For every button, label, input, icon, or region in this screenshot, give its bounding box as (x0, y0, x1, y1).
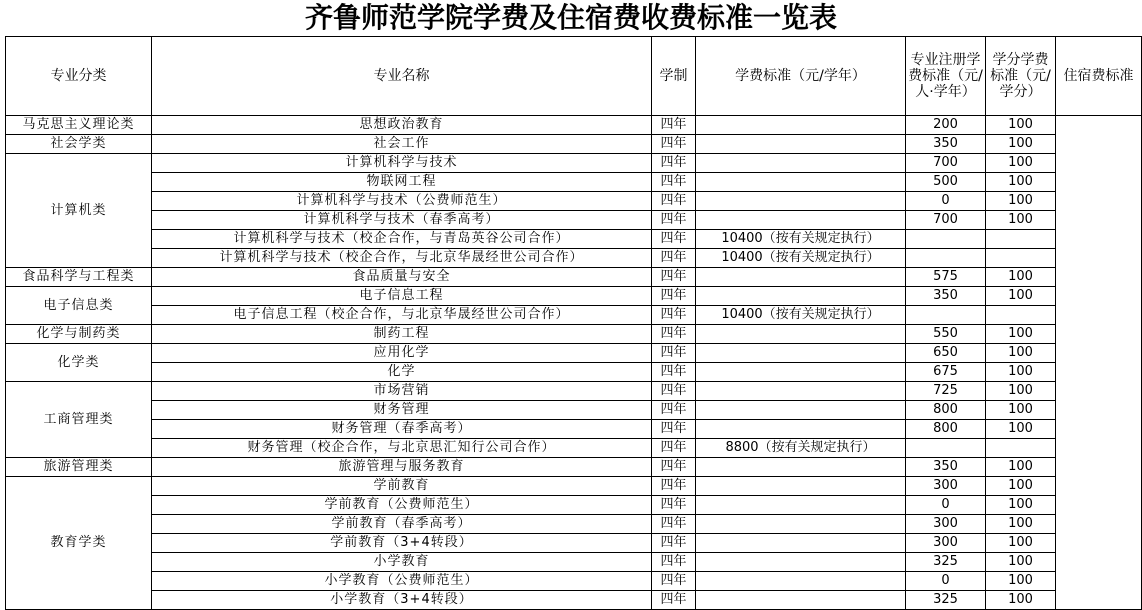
credit-fee-cell: 100 (986, 496, 1056, 515)
major-cell: 计算机科学与技术 (152, 154, 652, 173)
major-cell: 化学 (152, 363, 652, 382)
table-row (6, 173, 1142, 192)
credit-fee-cell (986, 249, 1056, 268)
duration-cell: 四年 (652, 382, 696, 401)
category-cell: 马克思主义理论类 (6, 116, 152, 135)
credit-fee-cell: 100 (986, 401, 1056, 420)
duration-cell: 四年 (652, 534, 696, 553)
duration-cell: 四年 (652, 306, 696, 325)
registration-fee-cell (906, 249, 986, 268)
credit-fee-cell: 100 (986, 211, 1056, 230)
header-dorm: 住宿费标准 (1056, 37, 1142, 116)
table-row (6, 249, 1142, 268)
tuition-cell (696, 135, 906, 154)
registration-fee-cell: 700 (906, 154, 986, 173)
major-cell: 财务管理 (152, 401, 652, 420)
major-cell: 思想政治教育 (152, 116, 652, 135)
major-cell: 计算机科学与技术（校企合作，与青岛英谷公司合作） (152, 230, 652, 249)
credit-fee-cell: 100 (986, 515, 1056, 534)
registration-fee-cell: 0 (906, 496, 986, 515)
tuition-cell (696, 420, 906, 439)
major-cell: 社会工作 (152, 135, 652, 154)
header-credit: 学分学费标准（元/学分） (986, 37, 1056, 116)
tuition-cell: 10400（按有关规定执行） (696, 230, 906, 249)
tuition-cell (696, 363, 906, 382)
category-cell: 电子信息类 (6, 287, 152, 325)
duration-cell: 四年 (652, 553, 696, 572)
credit-fee-cell: 100 (986, 363, 1056, 382)
tuition-cell: 10400（按有关规定执行） (696, 306, 906, 325)
duration-cell: 四年 (652, 344, 696, 363)
tuition-cell (696, 268, 906, 287)
major-cell: 旅游管理与服务教育 (152, 458, 652, 477)
table-row (6, 401, 1142, 420)
tuition-cell (696, 477, 906, 496)
table-row (6, 458, 1142, 477)
registration-fee-cell: 200 (906, 116, 986, 135)
credit-fee-cell: 100 (986, 477, 1056, 496)
duration-cell: 四年 (652, 572, 696, 591)
category-cell: 化学与制药类 (6, 325, 152, 344)
credit-fee-cell: 100 (986, 572, 1056, 591)
table-row (6, 344, 1142, 363)
tuition-cell (696, 496, 906, 515)
major-cell: 电子信息工程（校企合作，与北京华晟经世公司合作） (152, 306, 652, 325)
major-cell: 计算机科学与技术（公费师范生） (152, 192, 652, 211)
category-cell: 教育学类 (6, 477, 152, 610)
credit-fee-cell: 100 (986, 382, 1056, 401)
registration-fee-cell: 300 (906, 534, 986, 553)
major-cell: 物联网工程 (152, 173, 652, 192)
credit-fee-cell: 100 (986, 344, 1056, 363)
table-row (6, 135, 1142, 154)
header-tuition: 学费标准（元/学年） (696, 37, 906, 116)
tuition-cell (696, 401, 906, 420)
header-registration: 专业注册学费标准（元/人·学年） (906, 37, 986, 116)
table-row (6, 363, 1142, 382)
table-row (6, 515, 1142, 534)
major-cell: 计算机科学与技术（春季高考） (152, 211, 652, 230)
table-row (6, 325, 1142, 344)
tuition-cell (696, 572, 906, 591)
tuition-cell (696, 192, 906, 211)
registration-fee-cell (906, 439, 986, 458)
tuition-cell (696, 325, 906, 344)
credit-fee-cell: 100 (986, 192, 1056, 211)
duration-cell: 四年 (652, 420, 696, 439)
registration-fee-cell (906, 230, 986, 249)
credit-fee-cell: 100 (986, 173, 1056, 192)
duration-cell: 四年 (652, 154, 696, 173)
credit-fee-cell: 100 (986, 458, 1056, 477)
major-cell: 电子信息工程 (152, 287, 652, 306)
credit-fee-cell: 100 (986, 116, 1056, 135)
tuition-cell (696, 173, 906, 192)
table-row (6, 306, 1142, 325)
table-row (6, 382, 1142, 401)
tuition-cell: 10400（按有关规定执行） (696, 249, 906, 268)
table-row (6, 420, 1142, 439)
duration-cell: 四年 (652, 287, 696, 306)
duration-cell: 四年 (652, 515, 696, 534)
registration-fee-cell: 650 (906, 344, 986, 363)
registration-fee-cell: 675 (906, 363, 986, 382)
duration-cell: 四年 (652, 249, 696, 268)
table-row (6, 154, 1142, 173)
duration-cell: 四年 (652, 325, 696, 344)
major-cell: 学前教育 (152, 477, 652, 496)
credit-fee-cell: 100 (986, 154, 1056, 173)
duration-cell: 四年 (652, 496, 696, 515)
credit-fee-cell: 100 (986, 591, 1056, 610)
credit-fee-cell: 100 (986, 325, 1056, 344)
table-row (6, 553, 1142, 572)
credit-fee-cell: 100 (986, 534, 1056, 553)
table-row (6, 439, 1142, 458)
table-row (6, 477, 1142, 496)
table-row (6, 230, 1142, 249)
registration-fee-cell: 550 (906, 325, 986, 344)
credit-fee-cell: 100 (986, 268, 1056, 287)
major-cell: 计算机科学与技术（校企合作，与北京华晟经世公司合作） (152, 249, 652, 268)
credit-fee-cell (986, 306, 1056, 325)
fee-table (5, 36, 1142, 610)
table-row (6, 534, 1142, 553)
tuition-cell (696, 344, 906, 363)
registration-fee-cell: 0 (906, 572, 986, 591)
duration-cell: 四年 (652, 173, 696, 192)
registration-fee-cell: 350 (906, 458, 986, 477)
registration-fee-cell: 800 (906, 420, 986, 439)
fee-table-body (6, 116, 1142, 610)
table-row (6, 116, 1142, 135)
registration-fee-cell: 500 (906, 173, 986, 192)
major-cell: 市场营销 (152, 382, 652, 401)
tuition-cell (696, 591, 906, 610)
major-cell: 小学教育（3+4转段） (152, 591, 652, 610)
category-cell: 计算机类 (6, 154, 152, 268)
registration-fee-cell: 300 (906, 515, 986, 534)
page-title: 齐鲁师范学院学费及住宿费收费标准一览表 (304, 1, 837, 34)
table-row (6, 192, 1142, 211)
major-cell: 学前教育（3+4转段） (152, 534, 652, 553)
registration-fee-cell: 725 (906, 382, 986, 401)
registration-fee-cell: 700 (906, 211, 986, 230)
duration-cell: 四年 (652, 591, 696, 610)
tuition-cell (696, 154, 906, 173)
major-cell: 财务管理（春季高考） (152, 420, 652, 439)
duration-cell: 四年 (652, 268, 696, 287)
dorm-fee-cell (1056, 116, 1142, 610)
credit-fee-cell: 100 (986, 420, 1056, 439)
duration-cell: 四年 (652, 458, 696, 477)
table-row (6, 591, 1142, 610)
category-cell: 旅游管理类 (6, 458, 152, 477)
duration-cell: 四年 (652, 401, 696, 420)
tuition-cell (696, 382, 906, 401)
duration-cell: 四年 (652, 192, 696, 211)
category-cell: 社会学类 (6, 135, 152, 154)
registration-fee-cell: 300 (906, 477, 986, 496)
table-row (6, 211, 1142, 230)
header-major: 专业名称 (152, 37, 652, 116)
registration-fee-cell: 0 (906, 192, 986, 211)
duration-cell: 四年 (652, 363, 696, 382)
tuition-cell (696, 116, 906, 135)
table-row (6, 287, 1142, 306)
credit-fee-cell (986, 230, 1056, 249)
registration-fee-cell: 325 (906, 553, 986, 572)
duration-cell: 四年 (652, 211, 696, 230)
tuition-cell (696, 211, 906, 230)
credit-fee-cell: 100 (986, 553, 1056, 572)
duration-cell: 四年 (652, 135, 696, 154)
major-cell: 应用化学 (152, 344, 652, 363)
credit-fee-cell (986, 439, 1056, 458)
tuition-cell: 8800（按有关规定执行） (696, 439, 906, 458)
credit-fee-cell: 100 (986, 287, 1056, 306)
tuition-cell (696, 515, 906, 534)
header-duration: 学制 (652, 37, 696, 116)
table-row (6, 496, 1142, 515)
table-row (6, 572, 1142, 591)
category-cell: 化学类 (6, 344, 152, 382)
duration-cell: 四年 (652, 230, 696, 249)
header-category: 专业分类 (6, 37, 152, 116)
major-cell: 制药工程 (152, 325, 652, 344)
credit-fee-cell: 100 (986, 135, 1056, 154)
category-cell: 食品科学与工程类 (6, 268, 152, 287)
major-cell: 食品质量与安全 (152, 268, 652, 287)
major-cell: 财务管理（校企合作，与北京思汇知行公司合作） (152, 439, 652, 458)
header-row (6, 37, 1142, 116)
tuition-cell (696, 287, 906, 306)
tuition-cell (696, 458, 906, 477)
registration-fee-cell: 575 (906, 268, 986, 287)
registration-fee-cell: 350 (906, 135, 986, 154)
duration-cell: 四年 (652, 477, 696, 496)
major-cell: 学前教育（春季高考） (152, 515, 652, 534)
duration-cell: 四年 (652, 439, 696, 458)
tuition-cell (696, 553, 906, 572)
tuition-cell (696, 534, 906, 553)
registration-fee-cell: 350 (906, 287, 986, 306)
duration-cell: 四年 (652, 116, 696, 135)
major-cell: 小学教育（公费师范生） (152, 572, 652, 591)
table-row (6, 268, 1142, 287)
major-cell: 学前教育（公费师范生） (152, 496, 652, 515)
registration-fee-cell (906, 306, 986, 325)
category-cell: 工商管理类 (6, 382, 152, 458)
registration-fee-cell: 325 (906, 591, 986, 610)
major-cell: 小学教育 (152, 553, 652, 572)
registration-fee-cell: 800 (906, 401, 986, 420)
